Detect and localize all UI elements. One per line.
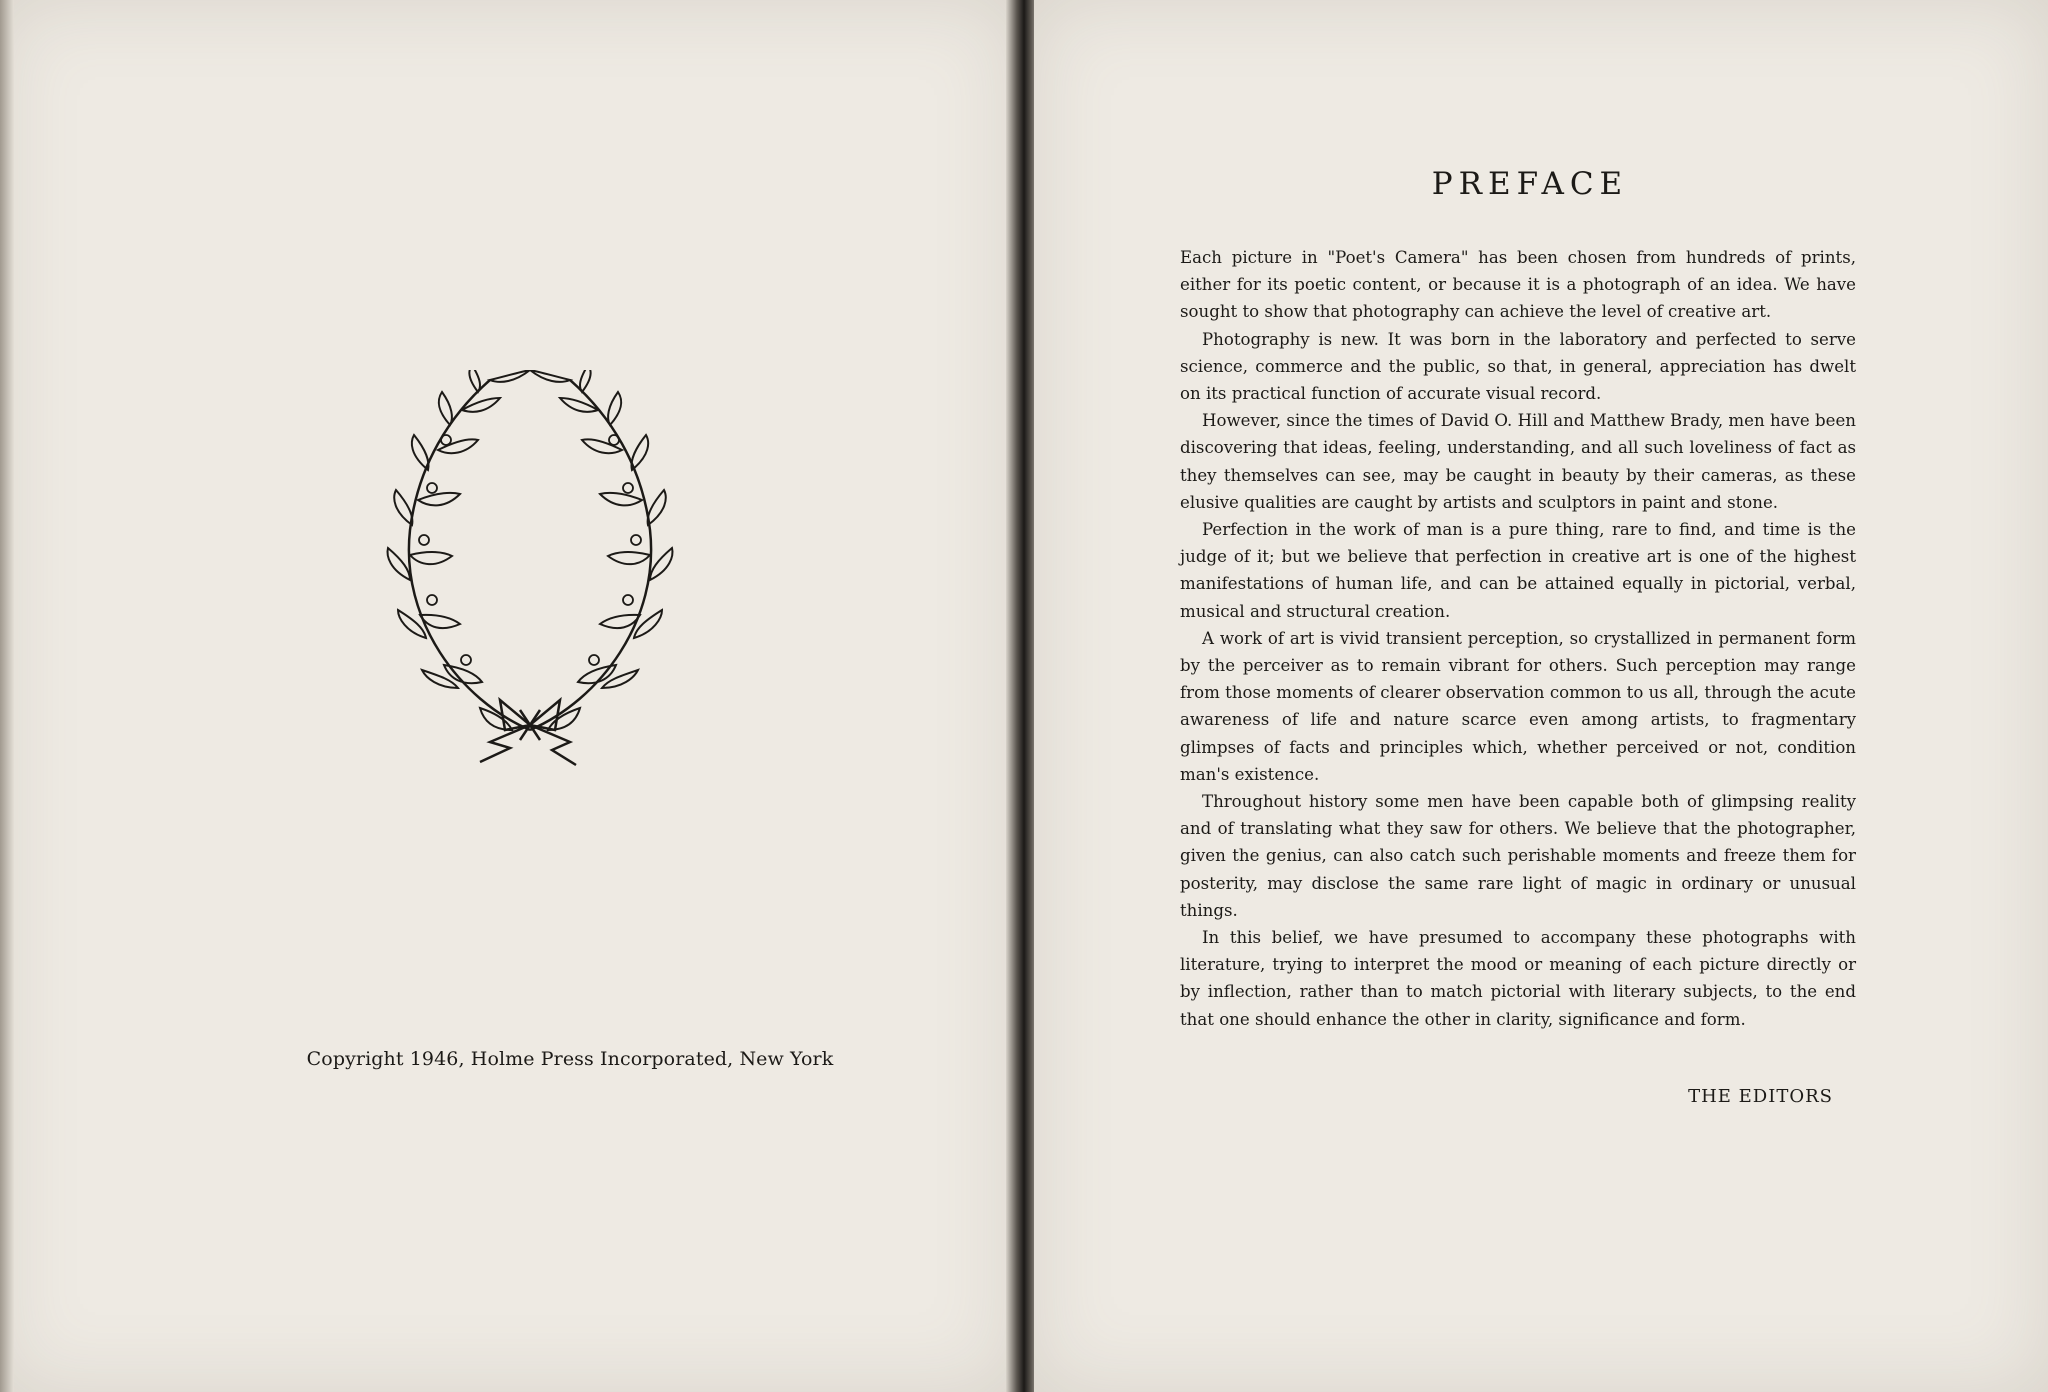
preface-body xyxy=(1180,244,1856,1033)
page-edge-left xyxy=(0,0,14,1392)
preface-paragraph: However, since the times of David O. Hill and Matthew Brady, men have been discovering that ideas, feeling, understanding, and all such loveliness of fact as they themselves can see, may be caught in beauty by their cameras, as these elusive qualities are caught by artists and sculptors in paint and stone. xyxy=(1180,411,1856,512)
preface-paragraph: Throughout history some men have been capable both of glimpsing reality and of translating what they saw for others. We believe that the photographer, given the genius, can also catch such perishable moments and freeze them for posterity, may disclose the same rare light of magic in ordinary or unusual things. xyxy=(1180,792,1856,920)
preface-paragraph: Each picture in "Poet's Camera" has been chosen from hundreds of prints, either for its poetic content, or because it is a photograph of an idea. We have sought to show that photography can achieve the level of creative art. xyxy=(1180,248,1856,322)
left-page xyxy=(0,0,1014,1392)
preface-paragraph: Perfection in the work of man is a pure thing, rare to find, and time is the judge of it; but we believe that perfection in creative art is one of the highest manifestations of human life, and can be attained equally in pictorial, verbal, musical and structural creation. xyxy=(1180,520,1856,621)
signature: THE EDITORS xyxy=(1688,1086,1833,1107)
page-title: PREFACE xyxy=(1431,166,1629,202)
laurel-wreath-icon xyxy=(380,370,680,770)
preface-paragraph: Photography is new. It was born in the laboratory and perfected to serve science, commerce and the public, so that, in general, appreciation has dwelt on its practical function of accurate visual record. xyxy=(1180,329,1856,404)
preface-paragraph: In this belief, we have presumed to accompany these photographs with literature, trying to interpret the mood or meaning of each picture directly or by inflection, rather than to match pictorial with literary subjects, to the end that one should enhance the other in clarity, significance and form. xyxy=(1180,928,1856,1029)
copyright-notice: Copyright 1946, Holme Press Incorporated, New York xyxy=(306,1048,834,1070)
preface-paragraph: A work of art is vivid transient perception, so crystallized in permanent form by the perceiver as to remain vibrant for others. Such perception may range from those moments of clearer observation common to us all, through the acute awareness of life and nature scarce even among artists, to fragmentary glimpses of facts and principles which, whether perceived or not, condition man's existence. xyxy=(1180,628,1856,784)
